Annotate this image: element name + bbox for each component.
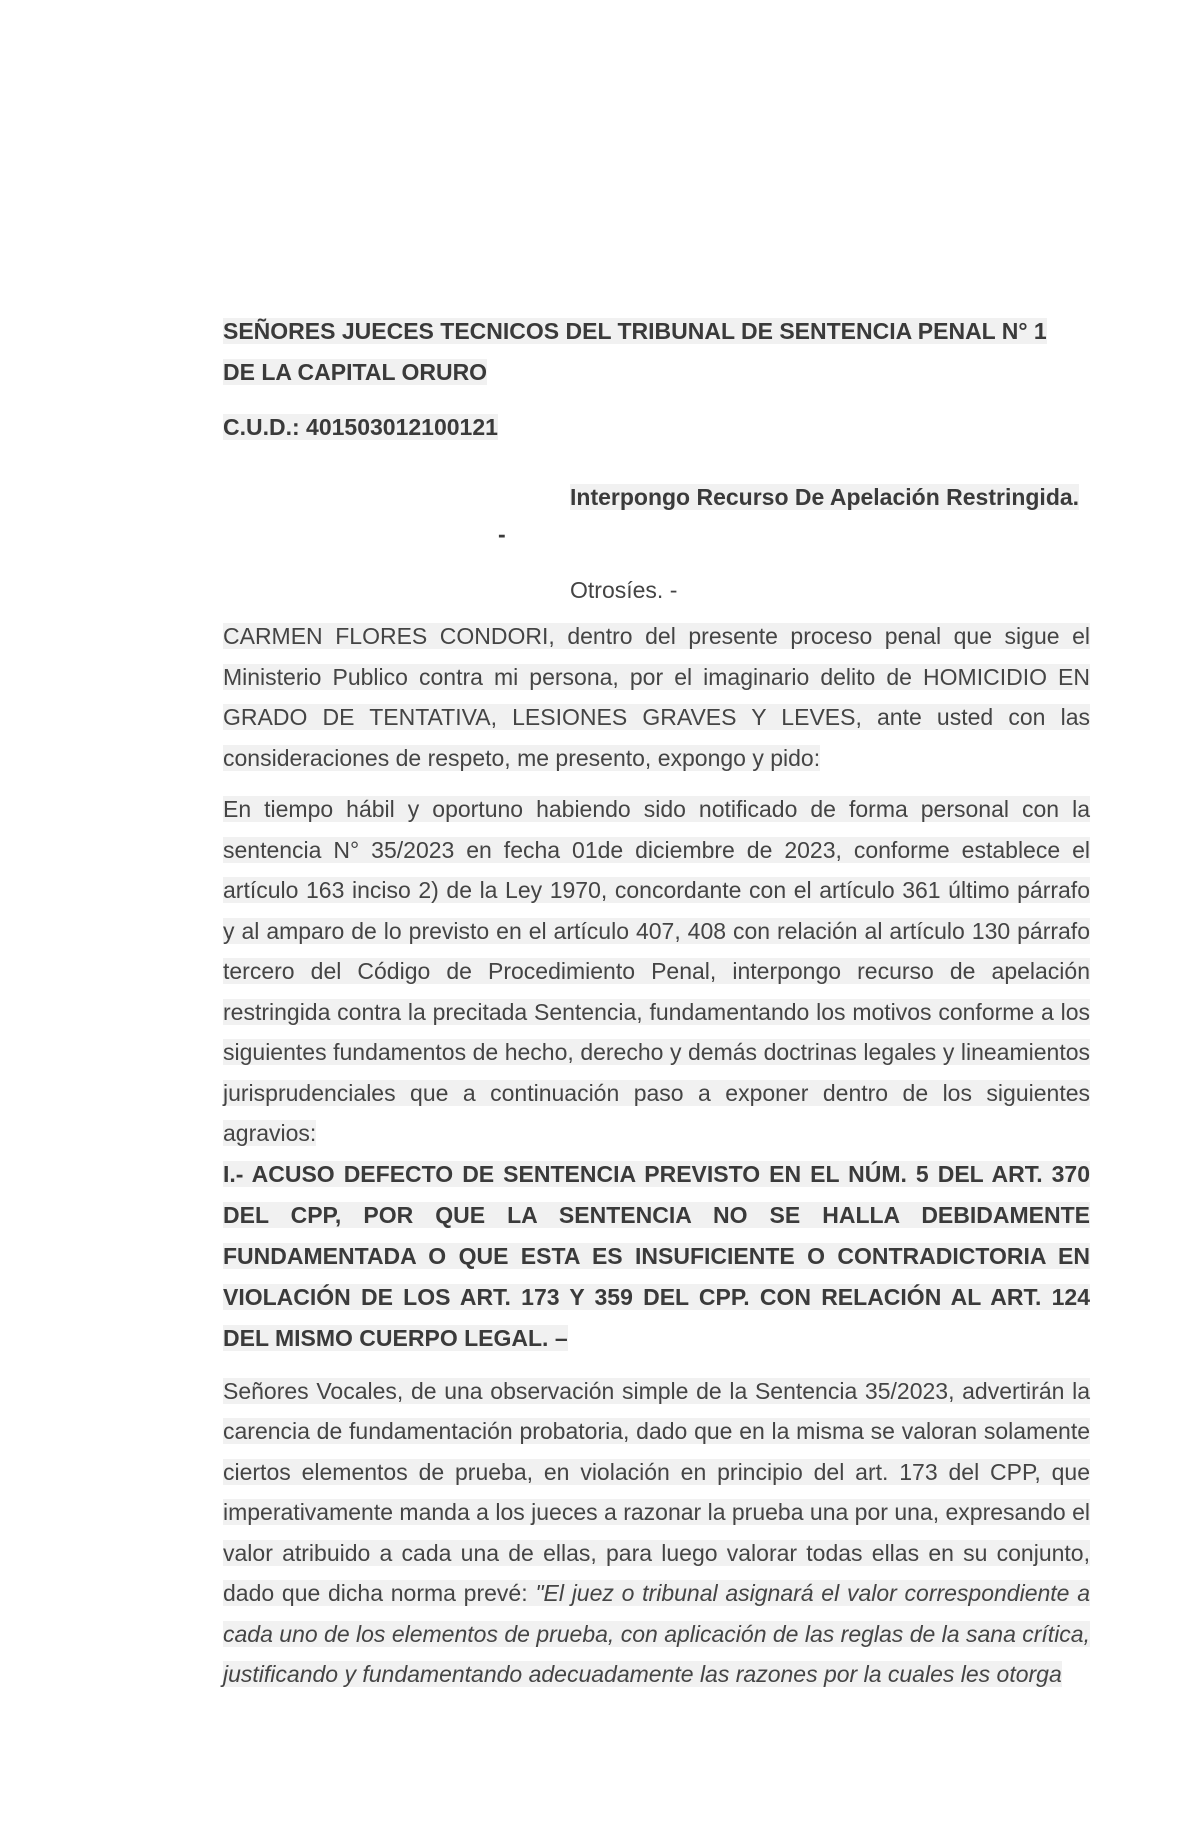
otrosies-label xyxy=(570,570,1090,610)
otrosies-text: Otrosíes. - xyxy=(570,577,678,603)
case-code xyxy=(223,407,1090,448)
argument-paragraph xyxy=(223,1371,1090,1695)
addressee-line-1: SEÑORES JUECES TECNICOS DEL TRIBUNAL DE SENTENCIA PENAL N° 1 xyxy=(223,318,1047,344)
argument-quote: "El juez o tribunal asignará el valor correspondiente a cada uno de los elementos de prueba, con aplicación de las reglas de la sana crítica, justificando y fundamentando adecuadamente las razones por la cuales les otorga xyxy=(223,1580,1091,1687)
argument-text: Señores Vocales, de una observación simple de la Sentencia 35/2023, advertirán la carencia de fundamentación probatoria, dado que en la misma se valoran solamente ciertos elementos de prueba, en violación en principio del art. 173 del CPP, que imperativamente manda a los jueces a razonar la prueba una por una, expresando el valor atribuido a cada una de ellas, para luego valorar todas ellas en su conjunto, dado que dicha norma prevé: xyxy=(223,1377,1090,1606)
notification-paragraph xyxy=(223,789,1090,1154)
addressee-heading xyxy=(223,311,1090,393)
case-code-text: C.U.D.: 401503012100121 xyxy=(223,414,498,440)
petition-summary xyxy=(570,477,1090,518)
addressee-line-2: DE LA CAPITAL ORURO xyxy=(223,359,488,385)
intro-paragraph xyxy=(223,616,1090,778)
notification-text: En tiempo hábil y oportuno habiendo sido notificado de forma personal con la sentencia N° 35/2023 en fecha 01de diciembre de 2023, conforme establece el artículo 163 inciso 2) de la Ley 1970, concordante con el artículo 361 último párrafo y al amparo de lo previsto en el artículo 407, 408 con relación al artículo 130 párrafo tercero del Código de Procedimiento Penal, interpongo recurso de apelación restringida contra la precitada Sentencia, fundamentando los motivos conforme a los siguientes fundamentos de hecho, derecho y demás doctrinas legales y lineamientos jurisprudenciales que a continuación paso a exponer dentro de los siguientes agravios: xyxy=(223,796,1090,1146)
summary-dash: - xyxy=(498,521,506,547)
petition-summary-text: Interpongo Recurso De Apelación Restringida. xyxy=(570,484,1080,510)
section-1-heading-text: I.- ACUSO DEFECTO DE SENTENCIA PREVISTO EN EL NÚM. 5 DEL ART. 370 DEL CPP, POR QUE LA SENTENCIA NO SE HALLA DEBIDAMENTE FUNDAMENTADA O QUE ESTA ES INSUFICIENTE O CONTRADICTORIA EN VIOLACIÓN DE LOS ART. 173 Y 359 DEL CPP. CON RELACIÓN AL ART. 124 DEL MISMO CUERPO LEGAL. – xyxy=(223,1160,1090,1351)
intro-text: CARMEN FLORES CONDORI, dentro del presente proceso penal que sigue el Ministerio Publico contra mi persona, por el imaginario delito de HOMICIDIO EN GRADO DE TENTATIVA, LESIONES GRAVES Y LEVES, ante usted con las consideraciones de respeto, me presento, expongo y pido: xyxy=(223,623,1090,771)
section-1-heading xyxy=(223,1154,1090,1359)
document-content xyxy=(223,311,1090,1695)
